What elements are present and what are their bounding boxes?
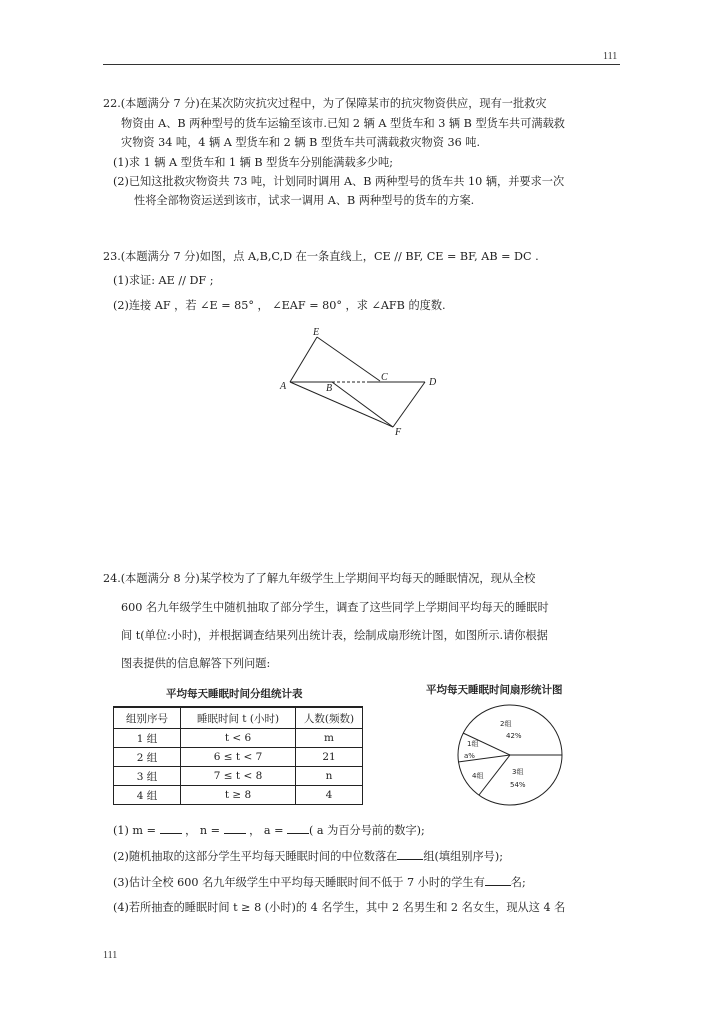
q24-part-4: (4)若所抽查的睡眠时间 t ≥ 8 (小时)的 4 名学生，其中 2 名男生和 2 名女生，现从这 4 名: [113, 901, 566, 914]
label-e: E: [313, 327, 320, 338]
q24-part-2: [113, 848, 503, 865]
q24-p2-tail: 组(填组别序号);: [423, 850, 503, 863]
table-header: 人数(频数): [296, 707, 363, 729]
table-row: [114, 748, 363, 767]
pie-divider: [479, 755, 510, 795]
header-page-number: 111: [603, 51, 618, 62]
table-cell: m: [296, 729, 363, 748]
footer-page-number: 111: [103, 950, 118, 961]
table-row: [114, 786, 363, 805]
table-header: 睡眠时间 t (小时): [181, 707, 296, 729]
table-cell: 4 组: [114, 786, 181, 805]
table-title: 平均每天睡眠时间分组统计表: [166, 688, 303, 700]
header-rule: [103, 64, 620, 65]
table-cell: 6 ≤ t < 7: [181, 748, 296, 767]
q24-part-3: [113, 874, 526, 891]
table-cell: 21: [296, 748, 363, 767]
q24-p2-text: (2)随机抽取的这部分学生平均每天睡眠时间的中位数落在: [113, 850, 398, 863]
table-cell: 2 组: [114, 748, 181, 767]
q22-line-3: 灾物资 34 吨，4 辆 A 型货车和 2 辆 B 型货车共可满载救灾物资 36 吨.: [121, 136, 480, 149]
q22-line-2: 物资由 A、B 两种型号的货车运输至该市.已知 2 辆 A 型货车和 3 辆 B 型货车共可满载救: [121, 117, 565, 130]
pie-label-g1-pct: a%: [464, 752, 475, 760]
pie-label-g3: 3组: [512, 768, 524, 776]
label-c: C: [381, 372, 388, 383]
answer-blank-median-group[interactable]: [397, 848, 423, 860]
q24-line-4: 图表提供的信息解答下列问题:: [121, 657, 271, 670]
answer-blank-n[interactable]: [224, 822, 246, 834]
q24-line-3: 间 t(单位:小时)，并根据调查结果列出统计表，绘制成扇形统计图，如图所示.请你根据: [121, 629, 548, 642]
table-cell: 7 ≤ t < 8: [181, 767, 296, 786]
q24-p1-note: ( a 为百分号前的数字);: [309, 824, 425, 837]
pie-label-g1: 1组: [467, 740, 479, 748]
q22-part-2: (2)已知这批救灾物资共 73 吨，计划同时调用 A、B 两种型号的货车共 10 辆，并要求一次: [113, 175, 565, 188]
table-cell: t < 6: [181, 729, 296, 748]
table-cell: n: [296, 767, 363, 786]
q23-part-2: (2)连接 AF ，若 ∠E = 85° ， ∠EAF = 80° ，求 ∠AFB 的度数.: [113, 299, 446, 312]
table-header: 组别序号: [114, 707, 181, 729]
label-d: D: [429, 377, 437, 388]
pie-chart: [450, 700, 580, 810]
answer-blank-estimate[interactable]: [485, 874, 511, 886]
q24-p3-tail: 名;: [510, 876, 526, 889]
q24-part-1: [113, 822, 425, 839]
q24-p1-n-label: ， n =: [185, 824, 220, 837]
label-a: A: [280, 381, 287, 392]
segment-df: [393, 382, 425, 427]
q24-p1-a-label: ， a =: [249, 824, 284, 837]
pie-label-g2: 2组: [500, 720, 512, 728]
q24-p3-text: (3)估计全校 600 名九年级学生中平均每天睡眠时间不低于 7 小时的学生有: [113, 876, 485, 889]
q23-part-1: (1)求证: AE // DF ;: [113, 274, 214, 287]
sleep-table: [113, 706, 363, 805]
q23-title: 23.(本题满分 7 分)如图，点 A,B,C,D 在一条直线上，CE // BF, CE = BF, AB = DC .: [103, 250, 539, 263]
q22-part-1: (1)求 1 辆 A 型货车和 1 辆 B 型货车分别能满载多少吨;: [113, 156, 393, 169]
pie-label-g3-pct: 54%: [510, 781, 526, 789]
q24-p1-m-label: (1) m =: [113, 824, 156, 837]
pie-label-g2-pct: 42%: [506, 732, 522, 740]
table-cell: 3 组: [114, 767, 181, 786]
pie-label-g4: 4组: [472, 772, 484, 780]
segment-ec: [317, 337, 380, 381]
answer-blank-m[interactable]: [160, 822, 182, 834]
table-cell: 1 组: [114, 729, 181, 748]
table-cell: 4: [296, 786, 363, 805]
label-f: F: [395, 427, 402, 438]
table-row: [114, 729, 363, 748]
q24-line-2: 600 名九年级学生中随机抽取了部分学生，调查了这些同学上学期间平均每天的睡眠时: [121, 601, 549, 614]
segment-ea: [290, 337, 317, 382]
answer-blank-a[interactable]: [287, 822, 309, 834]
pie-title: 平均每天睡眠时间扇形统计图: [426, 684, 563, 696]
geometry-figure: [270, 325, 450, 450]
q22-part-2-cont: 性将全部物资运送到该市，试求一调用 A、B 两种型号的货车的方案.: [134, 194, 475, 207]
table-cell: t ≥ 8: [181, 786, 296, 805]
table-header-row: [114, 707, 363, 729]
q24-line-1: 24.(本题满分 8 分)某学校为了了解九年级学生上学期间平均每天的睡眠情况，现从全校: [103, 572, 536, 585]
label-b: B: [326, 383, 333, 394]
q22-line-1: 22.(本题满分 7 分)在某次防灾抗灾过程中，为了保障某市的抗灾物资供应，现有一批救灾: [103, 97, 547, 110]
table-row: [114, 767, 363, 786]
